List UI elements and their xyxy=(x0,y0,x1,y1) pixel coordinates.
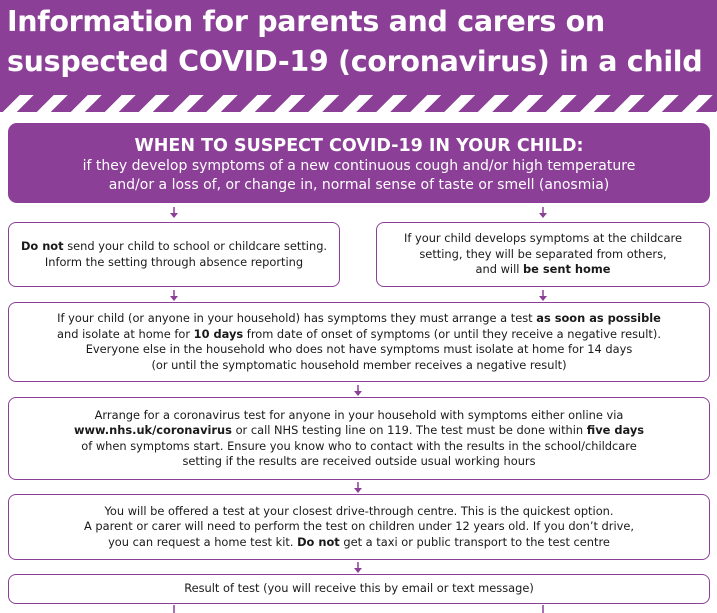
sent-home-box xyxy=(376,222,710,287)
test-line-2-mid: or call NHS testing line on 119. The test must be done within xyxy=(231,423,587,437)
right-line-3-text: and will xyxy=(475,262,524,277)
result-line-1: Result of test (you will receive this by email or text message) xyxy=(184,581,534,596)
drive-line-3-rest: get a taxi or public transport to the test centre xyxy=(339,534,610,549)
isolate-line-4: (or until the symptomatic household member receives a negative result) xyxy=(151,357,567,372)
isolate-line-2 xyxy=(57,327,661,343)
left-line-1 xyxy=(21,239,327,255)
title-line-2: suspected COVID-19 (coronavirus) in a child xyxy=(7,45,703,78)
test-line-4: setting if the results are received outside usual working hours xyxy=(182,454,536,468)
nhs-link[interactable]: www.nhs.uk/coronavirus xyxy=(73,423,232,437)
test-bold-five-days: five days xyxy=(586,423,645,437)
result-box xyxy=(8,574,710,604)
when-heading: WHEN TO SUSPECT COVID-19 IN YOUR CHILD: xyxy=(134,136,584,156)
down-arrow-icon xyxy=(168,605,180,613)
title-line-1: Information for parents and carers on xyxy=(7,5,605,38)
isolate-box xyxy=(8,302,710,382)
isolate-bold-10-days: 10 days xyxy=(193,326,244,341)
when-line-1: if they develop symptoms of a new continuous cough and/or high temperature xyxy=(82,158,636,174)
test-line-1: Arrange for a coronavirus test for anyone in your household with symptoms either online via xyxy=(94,407,624,422)
isolate-line-2-pre: and isolate at home for xyxy=(57,326,194,341)
do-not-send-box xyxy=(8,222,340,287)
drive-bold-do-not: Do not xyxy=(297,534,340,549)
down-arrow-icon xyxy=(352,562,364,574)
down-arrow-icon xyxy=(537,207,549,219)
decorative-stripes xyxy=(0,95,717,112)
down-arrow-icon xyxy=(537,290,549,302)
test-line-2 xyxy=(74,423,644,439)
when-to-suspect-box xyxy=(8,123,710,203)
right-bold-sent-home: be sent home xyxy=(523,262,611,277)
down-arrow-icon xyxy=(352,482,364,494)
left-line-2: Inform the setting through absence reporting xyxy=(44,254,304,269)
down-arrow-icon xyxy=(352,385,364,397)
isolate-bold-asap: as soon as possible xyxy=(536,311,661,325)
right-line-1: If your child develops symptoms at the childcare xyxy=(404,231,682,246)
drive-line-2: A parent or carer will need to perform the test on children under 12 years old. If you don’t drive, xyxy=(83,519,635,534)
header-banner xyxy=(0,0,717,112)
test-line-3: of when symptoms start. Ensure you know who to contact with the results in the school/childcare xyxy=(81,438,637,453)
left-line-1-text: send your child to school or childcare setting. xyxy=(63,239,328,253)
when-line-2: and/or a loss of, or change in, normal sense of taste or smell (anosmia) xyxy=(108,177,610,193)
isolate-line-3: Everyone else in the household who does not have symptoms must isolate at home for 14 days xyxy=(85,342,633,356)
drive-line-3 xyxy=(108,535,610,551)
right-line-3 xyxy=(476,262,611,278)
drive-line-3-pre: you can request a home test kit. xyxy=(108,534,298,549)
page-title xyxy=(7,2,712,82)
arrange-test-box xyxy=(8,397,710,480)
down-arrow-icon xyxy=(537,605,549,613)
drive-through-box xyxy=(8,494,710,560)
right-line-2: setting, they will be separated from others, xyxy=(419,246,667,261)
drive-line-1: You will be offered a test at your closest drive-through centre. This is the quickest option. xyxy=(104,503,614,518)
isolate-line-2-rest: from date of onset of symptoms (or until they receive a negative result). xyxy=(243,326,661,341)
isolate-line-1 xyxy=(57,311,661,327)
left-bold-do-not: Do not xyxy=(20,239,64,253)
down-arrow-icon xyxy=(168,290,180,302)
isolate-line-1-text: If your child (or anyone in your household) has symptoms they must arrange a test xyxy=(57,311,537,325)
down-arrow-icon xyxy=(168,207,180,219)
